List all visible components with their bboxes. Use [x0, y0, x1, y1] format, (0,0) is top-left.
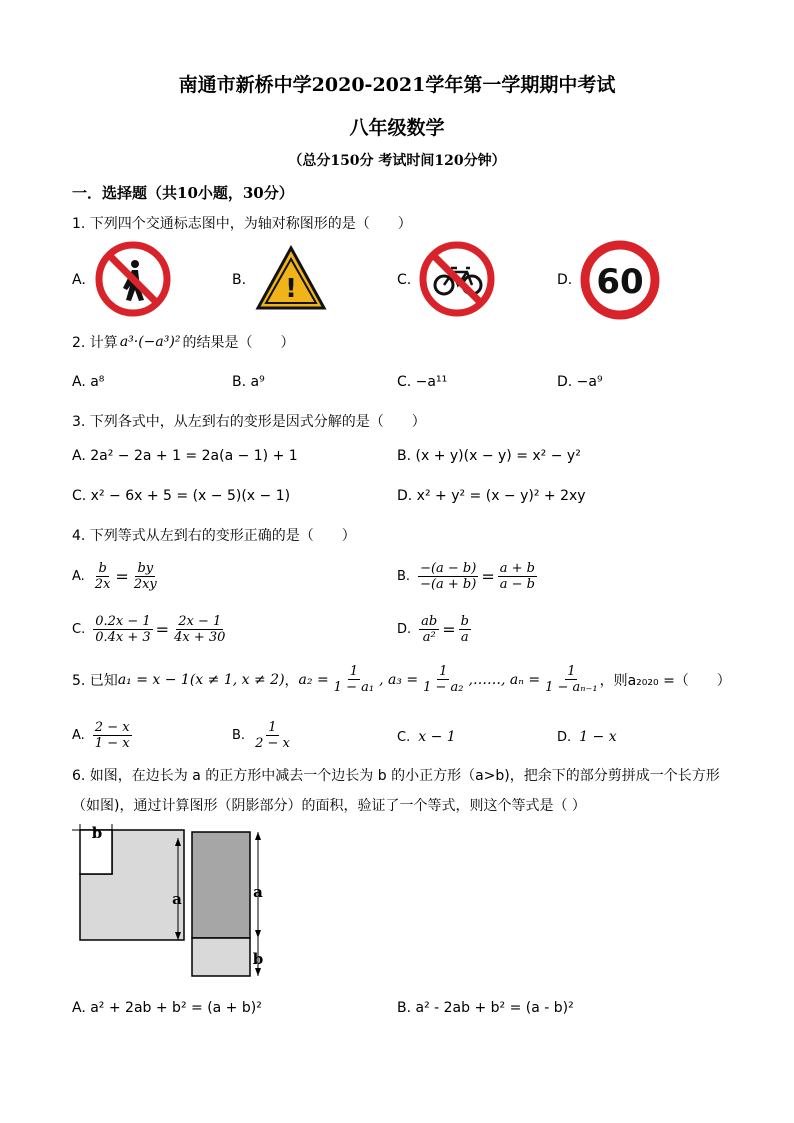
- q4a-left-fraction: $\frac{b}{2x}$: [94, 561, 111, 592]
- speed-limit-text: 60: [596, 262, 644, 302]
- section-heading: 一．选择题（共10小题，30分）: [72, 184, 294, 202]
- exam-subtitle: 八年级数学: [349, 117, 445, 139]
- q5-label-a: A.: [72, 728, 85, 743]
- q5-expr-a3: , a₃ =: [379, 671, 419, 688]
- q3-option-c: C. x² − 6x + 5 = (x − 5)(x − 1): [72, 488, 291, 504]
- q5-option-b: [232, 720, 292, 751]
- q2-option-b: B. a⁹: [232, 374, 265, 390]
- q1-label-b: B.: [232, 272, 247, 288]
- q5-fraction-2: $\frac{1}{\text{1 − a₂}}$: [423, 664, 464, 695]
- q5-expr-a1: a₁ = x − 1(x ≠ 1, x ≠ 2): [117, 671, 285, 688]
- q4b-right-fraction: $\frac{a + b}{a - b}$: [499, 561, 535, 592]
- q5-option-c: [397, 729, 456, 745]
- question-6-line2: （如图)，通过计算图形（阴影部分）的面积，验证了一个等式，则这个等式是（ ）: [72, 798, 586, 814]
- q4-option-d: D. $\frac{ab}{\text{a²}}$ = $\frac{b}{a}$: [397, 614, 469, 645]
- fig-label-a-left: a: [172, 890, 182, 908]
- q2-stem-post: 的结果是（ ）: [182, 335, 295, 351]
- q2-option-a: A. a⁸: [72, 374, 105, 390]
- question-5-stem: [72, 664, 731, 695]
- q4d-right-fraction: $\frac{b}{a}$: [460, 614, 469, 645]
- q4-option-b: B. $\frac{-(a - b)}{-(a + b)}$ = $\frac{a + b}{a - b}$: [397, 561, 535, 592]
- q4-option-c: C. $\frac{0.2x - 1}{0.4x + 3}$ = $\frac{2x - 1}{4x + 30}$: [72, 614, 226, 645]
- q5-label-d: D.: [557, 729, 572, 745]
- q4c-left-fraction: $\frac{0.2x - 1}{0.4x + 3}$: [95, 614, 151, 645]
- q6-option-a: A. a² + 2ab + b² = (a + b)²: [72, 1000, 262, 1016]
- question-4-stem: 4. 下列等式从左到右的变形正确的是（ ）: [72, 528, 356, 544]
- fig-label-b-right: b: [252, 950, 264, 968]
- q1-label-d: D.: [557, 272, 573, 288]
- q4-label-b: B.: [397, 569, 411, 584]
- q5-pre: 5. 已知: [72, 672, 118, 689]
- exam-info: （总分150分 考试时间120分钟）: [288, 153, 506, 169]
- q2-expression: a³·(−a³)²: [119, 334, 181, 350]
- q4-label-d: D.: [397, 622, 412, 637]
- warning-sign-text: !: [285, 274, 297, 304]
- q5a-fraction: $\frac{2 - x}{1 - x}$: [94, 720, 130, 751]
- q5-fraction-3: $\frac{1}{\text{1 − aₙ₋₁}}$: [545, 664, 598, 695]
- question-6-line1: 6. 如图，在边长为 a 的正方形中减去一个边长为 b 的小正方形（a>b)，把余下的部分剪拼成一个长方形: [72, 768, 720, 784]
- q5-fraction-1: $\frac{1}{\text{1 − a₁}}$: [333, 664, 375, 695]
- speed-limit-sign-icon: [580, 240, 660, 320]
- q5-expr-a2: a₂ =: [298, 671, 329, 688]
- q1-label-c: C.: [397, 272, 412, 288]
- q5-post: ，则a₂₀₂₀ =（ ）: [599, 672, 731, 689]
- no-bicycle-sign-icon: [418, 240, 496, 318]
- q4-label-a: A.: [72, 569, 85, 584]
- warning-sign-icon: [255, 245, 327, 311]
- q2-stem-pre: 2. 计算: [72, 335, 118, 351]
- q4a-right-fraction: $\frac{by}{2xy}$: [133, 561, 157, 592]
- q4-label-c: C.: [72, 622, 86, 637]
- no-pedestrian-sign-icon: [94, 240, 172, 318]
- q2-option-c: C. −a¹¹: [397, 374, 448, 390]
- q5d-expr: 1 − x: [579, 729, 617, 745]
- q4b-left-fraction: $\frac{-(a - b)}{-(a + b)}$: [420, 561, 477, 592]
- exam-title: 南通市新桥中学2020-2021学年第一学期期中考试: [178, 74, 616, 96]
- q5c-expr: x − 1: [418, 729, 456, 745]
- q1-label-a: A.: [72, 272, 86, 288]
- question-3-stem: 3. 下列各式中，从左到右的变形是因式分解的是（ ）: [72, 414, 426, 430]
- q5-sep: ，: [284, 672, 299, 689]
- square-rectangle-figure: [72, 822, 272, 984]
- q4c-right-fraction: $\frac{2x - 1}{4x + 30}$: [174, 614, 226, 645]
- q3-option-d: D. x² + y² = (x − y)² + 2xy: [397, 488, 586, 504]
- q3-option-a: A. 2a² − 2a + 1 = 2a(a − 1) + 1: [72, 448, 298, 464]
- fig-label-b-top: b: [91, 824, 103, 842]
- fig-label-a-right: a: [253, 883, 263, 901]
- q5-expr-an: ,……, aₙ =: [468, 671, 541, 688]
- q2-option-d: D. −a⁹: [557, 374, 603, 390]
- q5-label-c: C.: [397, 729, 411, 745]
- q4d-left-fraction: $\frac{ab}{\text{a²}}$: [421, 614, 438, 645]
- q4-option-a: A. $\frac{b}{2x}$ = $\frac{by}{2xy}$: [72, 561, 157, 592]
- question-1-stem: 1. 下列四个交通标志图中，为轴对称图形的是（ ）: [72, 216, 412, 232]
- q5-option-a: [72, 720, 132, 751]
- q5-option-d: [557, 729, 617, 745]
- q3-option-b: B. (x + y)(x − y) = x² − y²: [397, 448, 581, 464]
- q5b-fraction: $\frac{1}{2 - x}$: [255, 720, 290, 751]
- q5-label-b: B.: [232, 728, 246, 743]
- q6-option-b: B. a² - 2ab + b² = (a - b)²: [397, 1000, 574, 1016]
